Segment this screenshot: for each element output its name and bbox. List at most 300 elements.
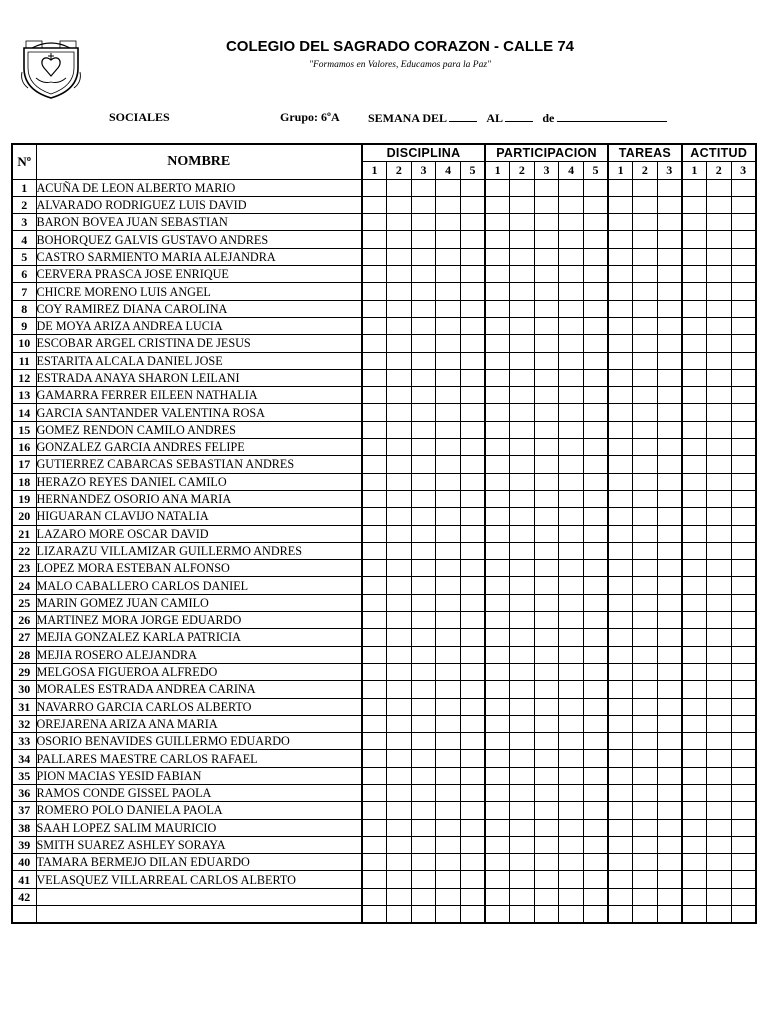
grade-cell-tareas-3[interactable]: [657, 802, 682, 819]
grade-cell-participacion-5[interactable]: [583, 542, 608, 559]
grade-cell-participacion-3[interactable]: [534, 560, 559, 577]
grade-cell-disciplina-2[interactable]: [387, 525, 412, 542]
grade-cell-participacion-3[interactable]: [534, 490, 559, 507]
grade-cell-participacion-4[interactable]: [559, 733, 584, 750]
grade-cell-disciplina-5[interactable]: [460, 300, 485, 317]
grade-cell-tareas-2[interactable]: [633, 231, 658, 248]
grade-cell-participacion-5[interactable]: [583, 248, 608, 265]
grade-cell-disciplina-3[interactable]: [411, 698, 436, 715]
grade-cell-tareas-2[interactable]: [633, 906, 658, 924]
grade-cell-participacion-3[interactable]: [534, 819, 559, 836]
grade-cell-participacion-2[interactable]: [510, 473, 535, 490]
grade-cell-tareas-1[interactable]: [608, 819, 633, 836]
grade-cell-actitud-1[interactable]: [682, 871, 707, 888]
grade-cell-participacion-5[interactable]: [583, 663, 608, 680]
grade-cell-disciplina-2[interactable]: [387, 733, 412, 750]
grade-cell-participacion-4[interactable]: [559, 560, 584, 577]
grade-cell-participacion-2[interactable]: [510, 560, 535, 577]
grade-cell-disciplina-1[interactable]: [362, 214, 387, 231]
grade-cell-tareas-3[interactable]: [657, 335, 682, 352]
grade-cell-actitud-2[interactable]: [706, 283, 731, 300]
grade-cell-participacion-3[interactable]: [534, 456, 559, 473]
grade-cell-tareas-3[interactable]: [657, 490, 682, 507]
grade-cell-participacion-3[interactable]: [534, 888, 559, 905]
grade-cell-tareas-2[interactable]: [633, 784, 658, 801]
grade-cell-participacion-3[interactable]: [534, 629, 559, 646]
grade-cell-actitud-3[interactable]: [731, 854, 756, 871]
grade-cell-actitud-2[interactable]: [706, 335, 731, 352]
grade-cell-disciplina-3[interactable]: [411, 871, 436, 888]
grade-cell-disciplina-4[interactable]: [436, 214, 461, 231]
grade-cell-disciplina-1[interactable]: [362, 663, 387, 680]
grade-cell-disciplina-4[interactable]: [436, 629, 461, 646]
grade-cell-disciplina-1[interactable]: [362, 300, 387, 317]
grade-cell-participacion-4[interactable]: [559, 404, 584, 421]
grade-cell-disciplina-5[interactable]: [460, 508, 485, 525]
grade-cell-participacion-5[interactable]: [583, 490, 608, 507]
grade-cell-actitud-3[interactable]: [731, 352, 756, 369]
grade-cell-actitud-3[interactable]: [731, 525, 756, 542]
grade-cell-tareas-1[interactable]: [608, 231, 633, 248]
grade-cell-disciplina-3[interactable]: [411, 646, 436, 663]
grade-cell-actitud-1[interactable]: [682, 473, 707, 490]
grade-cell-actitud-3[interactable]: [731, 387, 756, 404]
grade-cell-actitud-3[interactable]: [731, 733, 756, 750]
grade-cell-disciplina-1[interactable]: [362, 456, 387, 473]
grade-cell-disciplina-5[interactable]: [460, 179, 485, 196]
grade-cell-disciplina-4[interactable]: [436, 542, 461, 559]
grade-cell-participacion-5[interactable]: [583, 784, 608, 801]
grade-cell-participacion-4[interactable]: [559, 681, 584, 698]
grade-cell-participacion-3[interactable]: [534, 214, 559, 231]
grade-cell-disciplina-4[interactable]: [436, 802, 461, 819]
grade-cell-participacion-2[interactable]: [510, 715, 535, 732]
grade-cell-participacion-1[interactable]: [485, 214, 510, 231]
grade-cell-participacion-3[interactable]: [534, 802, 559, 819]
grade-cell-participacion-2[interactable]: [510, 456, 535, 473]
grade-cell-disciplina-4[interactable]: [436, 560, 461, 577]
grade-cell-actitud-3[interactable]: [731, 490, 756, 507]
grade-cell-actitud-1[interactable]: [682, 629, 707, 646]
grade-cell-tareas-2[interactable]: [633, 836, 658, 853]
grade-cell-disciplina-4[interactable]: [436, 681, 461, 698]
grade-cell-tareas-2[interactable]: [633, 767, 658, 784]
grade-cell-tareas-3[interactable]: [657, 473, 682, 490]
grade-cell-actitud-1[interactable]: [682, 421, 707, 438]
grade-cell-disciplina-4[interactable]: [436, 283, 461, 300]
grade-cell-participacion-3[interactable]: [534, 421, 559, 438]
grade-cell-disciplina-1[interactable]: [362, 715, 387, 732]
grade-cell-participacion-4[interactable]: [559, 439, 584, 456]
grade-cell-disciplina-2[interactable]: [387, 888, 412, 905]
grade-cell-participacion-4[interactable]: [559, 421, 584, 438]
grade-cell-actitud-3[interactable]: [731, 612, 756, 629]
grade-cell-tareas-1[interactable]: [608, 906, 633, 924]
grade-cell-tareas-2[interactable]: [633, 473, 658, 490]
grade-cell-actitud-3[interactable]: [731, 473, 756, 490]
grade-cell-participacion-5[interactable]: [583, 508, 608, 525]
grade-cell-disciplina-3[interactable]: [411, 767, 436, 784]
grade-cell-participacion-1[interactable]: [485, 577, 510, 594]
grade-cell-participacion-4[interactable]: [559, 317, 584, 334]
grade-cell-participacion-5[interactable]: [583, 802, 608, 819]
grade-cell-disciplina-1[interactable]: [362, 577, 387, 594]
grade-cell-participacion-3[interactable]: [534, 646, 559, 663]
grade-cell-disciplina-5[interactable]: [460, 266, 485, 283]
grade-cell-disciplina-5[interactable]: [460, 906, 485, 924]
grade-cell-participacion-3[interactable]: [534, 698, 559, 715]
grade-cell-disciplina-3[interactable]: [411, 335, 436, 352]
grade-cell-disciplina-4[interactable]: [436, 836, 461, 853]
grade-cell-tareas-1[interactable]: [608, 767, 633, 784]
grade-cell-participacion-2[interactable]: [510, 767, 535, 784]
grade-cell-tareas-2[interactable]: [633, 733, 658, 750]
grade-cell-tareas-1[interactable]: [608, 248, 633, 265]
grade-cell-participacion-2[interactable]: [510, 906, 535, 924]
grade-cell-disciplina-4[interactable]: [436, 421, 461, 438]
grade-cell-participacion-5[interactable]: [583, 421, 608, 438]
grade-cell-disciplina-5[interactable]: [460, 715, 485, 732]
grade-cell-disciplina-5[interactable]: [460, 784, 485, 801]
grade-cell-participacion-4[interactable]: [559, 283, 584, 300]
grade-cell-disciplina-4[interactable]: [436, 784, 461, 801]
grade-cell-participacion-2[interactable]: [510, 421, 535, 438]
grade-cell-actitud-2[interactable]: [706, 508, 731, 525]
grade-cell-participacion-3[interactable]: [534, 387, 559, 404]
grade-cell-participacion-1[interactable]: [485, 871, 510, 888]
grade-cell-tareas-2[interactable]: [633, 335, 658, 352]
grade-cell-actitud-2[interactable]: [706, 854, 731, 871]
grade-cell-tareas-2[interactable]: [633, 854, 658, 871]
grade-cell-actitud-3[interactable]: [731, 715, 756, 732]
grade-cell-participacion-3[interactable]: [534, 871, 559, 888]
grade-cell-actitud-1[interactable]: [682, 214, 707, 231]
grade-cell-tareas-1[interactable]: [608, 508, 633, 525]
grade-cell-participacion-4[interactable]: [559, 646, 584, 663]
grade-cell-tareas-2[interactable]: [633, 560, 658, 577]
grade-cell-participacion-4[interactable]: [559, 196, 584, 213]
grade-cell-actitud-2[interactable]: [706, 196, 731, 213]
grade-cell-tareas-1[interactable]: [608, 802, 633, 819]
grade-cell-disciplina-4[interactable]: [436, 594, 461, 611]
grade-cell-disciplina-1[interactable]: [362, 283, 387, 300]
grade-cell-disciplina-3[interactable]: [411, 784, 436, 801]
grade-cell-tareas-1[interactable]: [608, 456, 633, 473]
grade-cell-disciplina-3[interactable]: [411, 888, 436, 905]
grade-cell-participacion-3[interactable]: [534, 525, 559, 542]
grade-cell-actitud-1[interactable]: [682, 490, 707, 507]
grade-cell-tareas-3[interactable]: [657, 542, 682, 559]
grade-cell-actitud-1[interactable]: [682, 784, 707, 801]
grade-cell-participacion-5[interactable]: [583, 560, 608, 577]
grade-cell-disciplina-3[interactable]: [411, 612, 436, 629]
grade-cell-participacion-4[interactable]: [559, 888, 584, 905]
grade-cell-participacion-1[interactable]: [485, 750, 510, 767]
grade-cell-participacion-2[interactable]: [510, 802, 535, 819]
grade-cell-tareas-1[interactable]: [608, 542, 633, 559]
grade-cell-participacion-4[interactable]: [559, 784, 584, 801]
grade-cell-disciplina-5[interactable]: [460, 871, 485, 888]
grade-cell-participacion-3[interactable]: [534, 283, 559, 300]
grade-cell-disciplina-4[interactable]: [436, 612, 461, 629]
grade-cell-actitud-2[interactable]: [706, 456, 731, 473]
grade-cell-disciplina-5[interactable]: [460, 335, 485, 352]
grade-cell-actitud-1[interactable]: [682, 767, 707, 784]
grade-cell-actitud-2[interactable]: [706, 542, 731, 559]
grade-cell-disciplina-5[interactable]: [460, 646, 485, 663]
grade-cell-disciplina-1[interactable]: [362, 525, 387, 542]
grade-cell-disciplina-2[interactable]: [387, 490, 412, 507]
grade-cell-actitud-3[interactable]: [731, 906, 756, 924]
grade-cell-tareas-2[interactable]: [633, 421, 658, 438]
grade-cell-disciplina-4[interactable]: [436, 404, 461, 421]
grade-cell-tareas-2[interactable]: [633, 542, 658, 559]
grade-cell-participacion-5[interactable]: [583, 733, 608, 750]
grade-cell-disciplina-1[interactable]: [362, 335, 387, 352]
grade-cell-actitud-3[interactable]: [731, 404, 756, 421]
grade-cell-tareas-1[interactable]: [608, 594, 633, 611]
grade-cell-disciplina-5[interactable]: [460, 196, 485, 213]
grade-cell-participacion-1[interactable]: [485, 525, 510, 542]
grade-cell-disciplina-5[interactable]: [460, 698, 485, 715]
grade-cell-tareas-2[interactable]: [633, 369, 658, 386]
grade-cell-disciplina-5[interactable]: [460, 663, 485, 680]
grade-cell-disciplina-3[interactable]: [411, 906, 436, 924]
grade-cell-disciplina-3[interactable]: [411, 179, 436, 196]
grade-cell-tareas-2[interactable]: [633, 525, 658, 542]
grade-cell-disciplina-1[interactable]: [362, 594, 387, 611]
grade-cell-participacion-5[interactable]: [583, 179, 608, 196]
grade-cell-actitud-3[interactable]: [731, 317, 756, 334]
grade-cell-participacion-4[interactable]: [559, 577, 584, 594]
grade-cell-disciplina-4[interactable]: [436, 663, 461, 680]
grade-cell-tareas-1[interactable]: [608, 317, 633, 334]
grade-cell-participacion-1[interactable]: [485, 560, 510, 577]
grade-cell-participacion-4[interactable]: [559, 802, 584, 819]
grade-cell-actitud-1[interactable]: [682, 525, 707, 542]
grade-cell-actitud-2[interactable]: [706, 629, 731, 646]
grade-cell-disciplina-4[interactable]: [436, 698, 461, 715]
grade-cell-tareas-3[interactable]: [657, 594, 682, 611]
grade-cell-participacion-1[interactable]: [485, 594, 510, 611]
grade-cell-disciplina-4[interactable]: [436, 369, 461, 386]
grade-cell-disciplina-3[interactable]: [411, 404, 436, 421]
grade-cell-actitud-3[interactable]: [731, 369, 756, 386]
grade-cell-actitud-1[interactable]: [682, 594, 707, 611]
grade-cell-actitud-1[interactable]: [682, 196, 707, 213]
grade-cell-actitud-2[interactable]: [706, 404, 731, 421]
grade-cell-disciplina-2[interactable]: [387, 819, 412, 836]
grade-cell-participacion-1[interactable]: [485, 767, 510, 784]
grade-cell-disciplina-5[interactable]: [460, 750, 485, 767]
grade-cell-actitud-3[interactable]: [731, 767, 756, 784]
grade-cell-participacion-1[interactable]: [485, 854, 510, 871]
grade-cell-participacion-2[interactable]: [510, 750, 535, 767]
grade-cell-tareas-1[interactable]: [608, 179, 633, 196]
grade-cell-disciplina-4[interactable]: [436, 231, 461, 248]
grade-cell-tareas-3[interactable]: [657, 456, 682, 473]
grade-cell-tareas-3[interactable]: [657, 560, 682, 577]
grade-cell-actitud-1[interactable]: [682, 404, 707, 421]
grade-cell-participacion-5[interactable]: [583, 612, 608, 629]
grade-cell-participacion-5[interactable]: [583, 888, 608, 905]
grade-cell-participacion-1[interactable]: [485, 906, 510, 924]
grade-cell-disciplina-2[interactable]: [387, 283, 412, 300]
grade-cell-actitud-2[interactable]: [706, 421, 731, 438]
grade-cell-actitud-3[interactable]: [731, 179, 756, 196]
grade-cell-participacion-1[interactable]: [485, 542, 510, 559]
grade-cell-participacion-2[interactable]: [510, 542, 535, 559]
grade-cell-actitud-2[interactable]: [706, 802, 731, 819]
grade-cell-actitud-3[interactable]: [731, 283, 756, 300]
grade-cell-tareas-3[interactable]: [657, 266, 682, 283]
grade-cell-actitud-2[interactable]: [706, 439, 731, 456]
grade-cell-disciplina-4[interactable]: [436, 473, 461, 490]
grade-cell-tareas-3[interactable]: [657, 767, 682, 784]
grade-cell-participacion-2[interactable]: [510, 300, 535, 317]
grade-cell-disciplina-1[interactable]: [362, 750, 387, 767]
grade-cell-participacion-1[interactable]: [485, 715, 510, 732]
grade-cell-tareas-3[interactable]: [657, 179, 682, 196]
grade-cell-participacion-1[interactable]: [485, 335, 510, 352]
grade-cell-actitud-2[interactable]: [706, 733, 731, 750]
grade-cell-participacion-5[interactable]: [583, 871, 608, 888]
grade-cell-participacion-5[interactable]: [583, 698, 608, 715]
grade-cell-disciplina-5[interactable]: [460, 681, 485, 698]
grade-cell-disciplina-1[interactable]: [362, 404, 387, 421]
grade-cell-participacion-5[interactable]: [583, 317, 608, 334]
grade-cell-disciplina-4[interactable]: [436, 387, 461, 404]
grade-cell-actitud-2[interactable]: [706, 231, 731, 248]
grade-cell-participacion-1[interactable]: [485, 369, 510, 386]
grade-cell-actitud-1[interactable]: [682, 179, 707, 196]
grade-cell-actitud-2[interactable]: [706, 577, 731, 594]
grade-cell-tareas-3[interactable]: [657, 439, 682, 456]
grade-cell-disciplina-5[interactable]: [460, 317, 485, 334]
grade-cell-disciplina-3[interactable]: [411, 439, 436, 456]
grade-cell-actitud-2[interactable]: [706, 698, 731, 715]
grade-cell-disciplina-4[interactable]: [436, 715, 461, 732]
grade-cell-disciplina-5[interactable]: [460, 439, 485, 456]
grade-cell-tareas-1[interactable]: [608, 266, 633, 283]
grade-cell-tareas-1[interactable]: [608, 560, 633, 577]
grade-cell-actitud-3[interactable]: [731, 508, 756, 525]
grade-cell-participacion-1[interactable]: [485, 196, 510, 213]
week-start-field[interactable]: [449, 110, 477, 122]
grade-cell-actitud-3[interactable]: [731, 681, 756, 698]
grade-cell-participacion-5[interactable]: [583, 439, 608, 456]
grade-cell-disciplina-5[interactable]: [460, 629, 485, 646]
grade-cell-actitud-2[interactable]: [706, 560, 731, 577]
grade-cell-tareas-3[interactable]: [657, 663, 682, 680]
grade-cell-disciplina-2[interactable]: [387, 248, 412, 265]
grade-cell-participacion-2[interactable]: [510, 283, 535, 300]
grade-cell-actitud-2[interactable]: [706, 387, 731, 404]
grade-cell-participacion-2[interactable]: [510, 594, 535, 611]
grade-cell-participacion-4[interactable]: [559, 387, 584, 404]
grade-cell-participacion-2[interactable]: [510, 646, 535, 663]
grade-cell-disciplina-2[interactable]: [387, 335, 412, 352]
grade-cell-actitud-1[interactable]: [682, 577, 707, 594]
grade-cell-actitud-1[interactable]: [682, 352, 707, 369]
grade-cell-actitud-2[interactable]: [706, 352, 731, 369]
grade-cell-actitud-1[interactable]: [682, 335, 707, 352]
grade-cell-disciplina-2[interactable]: [387, 421, 412, 438]
grade-cell-participacion-4[interactable]: [559, 352, 584, 369]
grade-cell-disciplina-1[interactable]: [362, 784, 387, 801]
grade-cell-disciplina-3[interactable]: [411, 196, 436, 213]
grade-cell-actitud-1[interactable]: [682, 888, 707, 905]
grade-cell-tareas-1[interactable]: [608, 196, 633, 213]
grade-cell-tareas-3[interactable]: [657, 525, 682, 542]
grade-cell-participacion-1[interactable]: [485, 231, 510, 248]
grade-cell-participacion-3[interactable]: [534, 906, 559, 924]
grade-cell-participacion-1[interactable]: [485, 317, 510, 334]
grade-cell-participacion-4[interactable]: [559, 369, 584, 386]
grade-cell-participacion-5[interactable]: [583, 854, 608, 871]
grade-cell-tareas-1[interactable]: [608, 715, 633, 732]
grade-cell-disciplina-1[interactable]: [362, 266, 387, 283]
grade-cell-tareas-1[interactable]: [608, 490, 633, 507]
grade-cell-tareas-1[interactable]: [608, 612, 633, 629]
grade-cell-participacion-2[interactable]: [510, 854, 535, 871]
grade-cell-actitud-1[interactable]: [682, 231, 707, 248]
grade-cell-tareas-3[interactable]: [657, 681, 682, 698]
grade-cell-actitud-2[interactable]: [706, 369, 731, 386]
grade-cell-actitud-3[interactable]: [731, 335, 756, 352]
grade-cell-participacion-4[interactable]: [559, 231, 584, 248]
grade-cell-participacion-4[interactable]: [559, 179, 584, 196]
grade-cell-disciplina-4[interactable]: [436, 767, 461, 784]
grade-cell-disciplina-2[interactable]: [387, 594, 412, 611]
grade-cell-participacion-4[interactable]: [559, 248, 584, 265]
grade-cell-disciplina-3[interactable]: [411, 352, 436, 369]
grade-cell-participacion-4[interactable]: [559, 663, 584, 680]
grade-cell-participacion-2[interactable]: [510, 871, 535, 888]
grade-cell-disciplina-4[interactable]: [436, 196, 461, 213]
grade-cell-participacion-2[interactable]: [510, 698, 535, 715]
grade-cell-disciplina-1[interactable]: [362, 871, 387, 888]
grade-cell-tareas-1[interactable]: [608, 214, 633, 231]
grade-cell-disciplina-2[interactable]: [387, 698, 412, 715]
grade-cell-participacion-5[interactable]: [583, 404, 608, 421]
grade-cell-participacion-3[interactable]: [534, 317, 559, 334]
grade-cell-participacion-1[interactable]: [485, 681, 510, 698]
grade-cell-tareas-1[interactable]: [608, 871, 633, 888]
grade-cell-actitud-3[interactable]: [731, 577, 756, 594]
grade-cell-tareas-2[interactable]: [633, 871, 658, 888]
grade-cell-disciplina-2[interactable]: [387, 456, 412, 473]
grade-cell-disciplina-2[interactable]: [387, 266, 412, 283]
grade-cell-tareas-3[interactable]: [657, 698, 682, 715]
grade-cell-disciplina-2[interactable]: [387, 179, 412, 196]
grade-cell-tareas-1[interactable]: [608, 663, 633, 680]
grade-cell-participacion-2[interactable]: [510, 490, 535, 507]
grade-cell-tareas-3[interactable]: [657, 784, 682, 801]
grade-cell-tareas-2[interactable]: [633, 300, 658, 317]
grade-cell-participacion-3[interactable]: [534, 767, 559, 784]
grade-cell-participacion-3[interactable]: [534, 663, 559, 680]
grade-cell-actitud-2[interactable]: [706, 906, 731, 924]
week-end-field[interactable]: [505, 110, 533, 122]
grade-cell-participacion-1[interactable]: [485, 421, 510, 438]
grade-cell-disciplina-1[interactable]: [362, 629, 387, 646]
grade-cell-disciplina-2[interactable]: [387, 802, 412, 819]
grade-cell-actitud-1[interactable]: [682, 750, 707, 767]
grade-cell-tareas-3[interactable]: [657, 612, 682, 629]
grade-cell-participacion-3[interactable]: [534, 248, 559, 265]
grade-cell-participacion-2[interactable]: [510, 629, 535, 646]
